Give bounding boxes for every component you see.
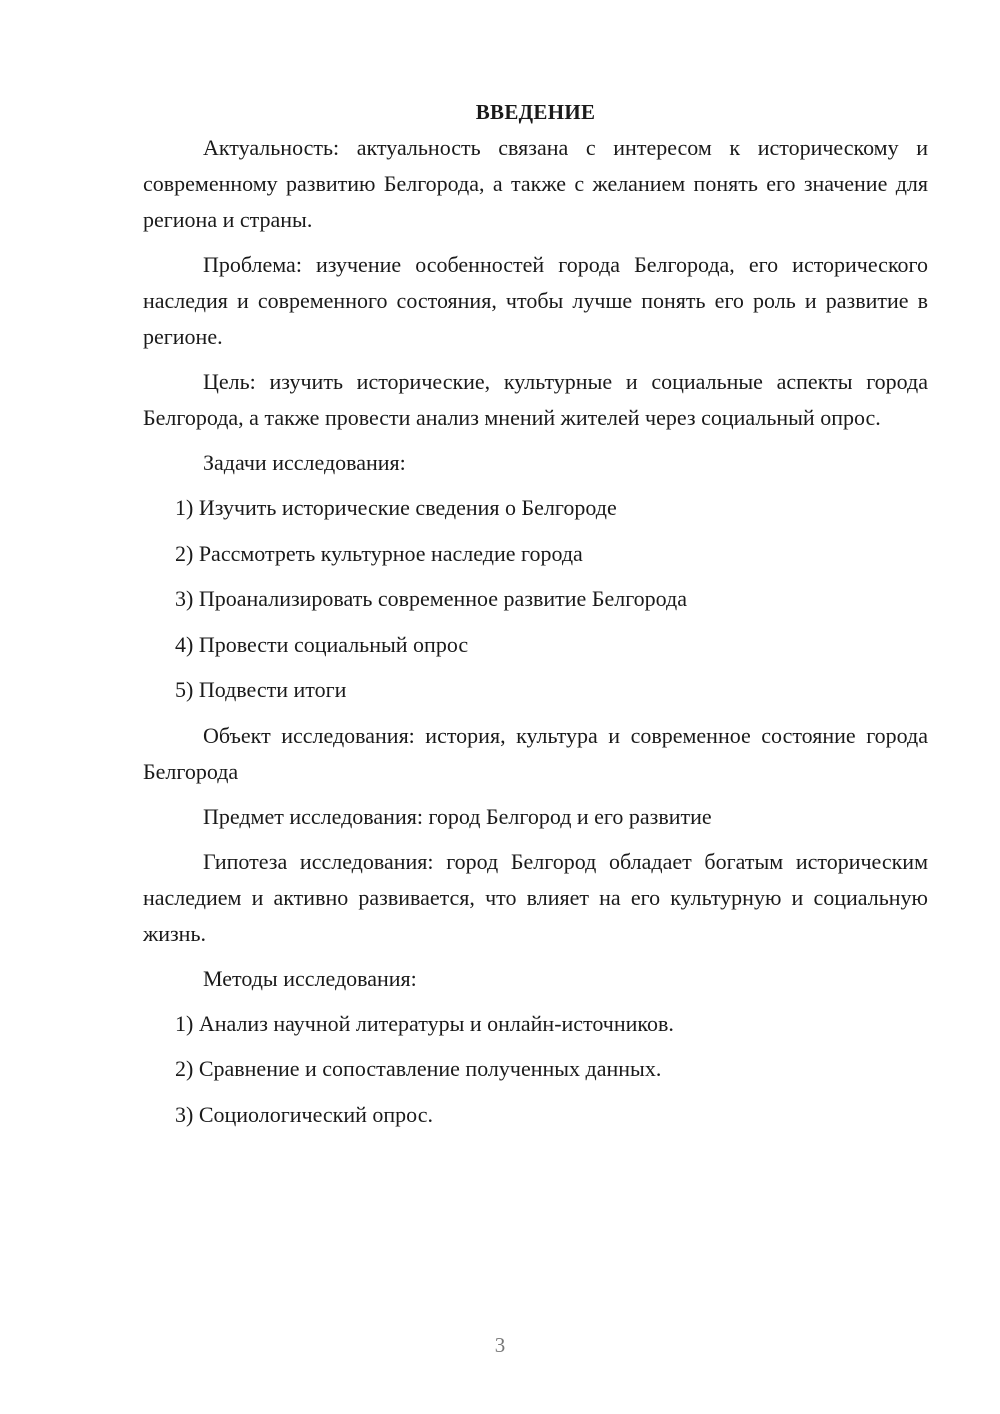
list-item: 3) Проанализировать современное развитие Белгорода xyxy=(175,586,687,611)
tasks-heading: Задачи исследования: xyxy=(203,450,406,475)
document-page xyxy=(143,97,928,1142)
hypothesis-paragraph: Гипотеза исследования: город Белгород обладает богатым историческим наследием и активно развивается, что влияет на его культурную и социальную жизнь. xyxy=(143,848,928,946)
section-title: ВВЕДЕНИЕ xyxy=(475,100,596,124)
list-item: 1) Изучить исторические сведения о Белгороде xyxy=(175,495,617,520)
list-item: 4) Провести социальный опрос xyxy=(175,631,469,657)
subject-paragraph: Предмет исследования: город Белгород и его развитие xyxy=(203,803,712,829)
tasks-list xyxy=(143,490,928,708)
methods-list xyxy=(143,1006,928,1133)
list-item: 5) Подвести итоги xyxy=(175,677,347,702)
list-item: 3) Социологический опрос. xyxy=(175,1101,433,1127)
methods-heading: Методы исследования: xyxy=(203,965,417,991)
object-paragraph: Объект исследования: история, культура и современное состояние города Белгорода xyxy=(143,722,928,784)
page-number: 3 xyxy=(494,1333,506,1357)
goal-paragraph: Цель: изучить исторические, культурные и социальные аспекты города Белгорода, а также провести анализ мнений жителей через социальный опрос. xyxy=(143,369,928,430)
problem-paragraph: Проблема: изучение особенностей города Белгорода, его исторического наследия и современного состояния, чтобы лучше понять его роль и развитие в регионе. xyxy=(143,252,928,349)
list-item: 1) Анализ научной литературы и онлайн-источников. xyxy=(175,1010,674,1036)
list-item: 2) Сравнение и сопоставление полученных данных. xyxy=(175,1056,662,1081)
list-item: 2) Рассмотреть культурное наследие города xyxy=(175,540,583,566)
relevance-paragraph: Актуальность: актуальность связана с интересом к историческому и современному развитию Белгорода, а также с желанием понять его значение для региона и страны. xyxy=(143,135,928,232)
